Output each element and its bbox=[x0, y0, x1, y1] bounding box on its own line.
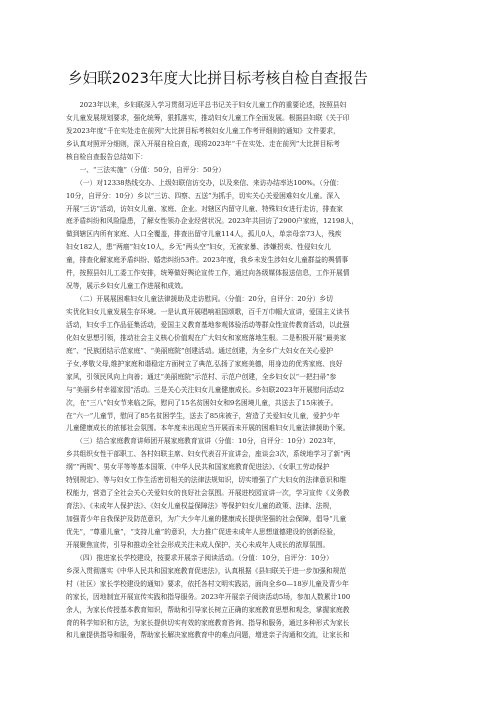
body-text-line: 特别规定》、等与妇女工作生活密切相关的法律法规知识，切实增强了广大妇女的法律意识和维 bbox=[66, 476, 347, 485]
body-text-line: 实优化妇女儿童发展生存环境。一是认真开展唱响祖国颂歌，百千万巾帼大宣讲，爱国主义读书 bbox=[66, 308, 350, 316]
body-text-line: 的家长，因地制宜开展宣传实践和指导服务。2023年开展亲子阅读活动5场，参加人数累计100 bbox=[66, 592, 351, 601]
body-text-line: 育法》、《未成年人保护法》、《妇女儿童权益保障法》等保护妇女儿童的政策、法律、法规， bbox=[66, 502, 337, 511]
body-text-line: 家风，引领民风向上向善；通过“美丽庭院”示范村、示范户创建，全乡妇女以“一把扫帚”参 bbox=[66, 372, 337, 381]
body-text-line: 优先”，“尊重儿童”，“支持儿童”的意识，大力推广促进未成年人思想道德建设的创新经验， bbox=[66, 527, 340, 536]
body-text-line: 庭”、“民族团结示范家庭”、“美丽庭院”创建活动。通过创建，为全乡广大妇女在关心爱护 bbox=[66, 346, 334, 355]
body-text-line: 和儿童提供指导和服务，帮助家长解决家庭教育中的难点问题，增进亲子沟通和交流，让家长和 bbox=[66, 631, 350, 640]
body-text-line: 开展聚焦宣传，引导和推动全社会形成关注未成人保护、关心未成年人成长的浓厚氛围。 bbox=[66, 540, 330, 549]
body-text-line: 化妇女思想引领，推动社会主义核心价值观在广大妇女和家庭落地生根。二是积极开展“最美家 bbox=[66, 333, 347, 342]
body-text-line: 一、“三法实施”（分值：50分，自评分：50分） bbox=[66, 165, 226, 174]
body-text-line: 加强青少年自我保护及防范意识，为广大少年儿童的健康成长提供坚强的社会保障，倡导“儿童 bbox=[66, 515, 347, 523]
document-title: 乡妇联2023年度大比拼目标考核自检自查报告 bbox=[68, 70, 368, 87]
body-text-line: 与“美丽乡村幸福家园”活动。三是关心关注妇女儿童健康成长。乡妇联2023年开展慰问活动2 bbox=[66, 385, 345, 394]
body-text-line: 10分，自评分：10分）乡以“三访、四察、五送”为抓手，切实关心关爱困难妇女儿童。深入 bbox=[66, 191, 340, 200]
body-text-line: 核自检自查报告总结如下： bbox=[66, 152, 148, 161]
body-text-line: （一）对12338热线交办、上级妇联信访交办，以及来信、来访办结率达100%。（分值： bbox=[66, 178, 344, 187]
body-text-line: 活动，妇女手工作品征集活动，爱国主义教育基地参观体验活动等群众性宣传教育活动，以此强 bbox=[66, 320, 350, 329]
body-text-line: 庭矛盾纠纷和风险隐患，了解女性领办企业经营状况。2023年共回访了2900户家庭，12198人， bbox=[66, 217, 359, 226]
body-text-line: 乡认真对照评分细则，深入开展自检自查，现将2023年“千在实处、走在前列”大比拼目标考 bbox=[66, 139, 340, 148]
body-text-line: 儿童健康成长的浓郁社会氛围。本年度未出现应当开展而未开展的困难妇女儿童法律援助个案。 bbox=[66, 424, 350, 433]
body-text-line: 女儿童发展规划要求，强化统筹，狠抓落实，推动妇女儿童工作全面发展。根据县妇联《关于印 bbox=[66, 113, 350, 122]
body-text-line: 件，按照县妇儿工委工作安排，统筹做好舆论宣传工作，通过向各级媒体报送信息，工作开展情 bbox=[66, 269, 350, 278]
body-text-line: 纲”“两规”、男女平等等基本国策、《中华人民共和国家庭教育促进法》、《女职工劳动保护 bbox=[66, 463, 330, 472]
body-text-line: （三）结合家庭教育讲师团开展家庭教育宣讲（分值：10分，自评分：10分）2023年， bbox=[66, 437, 340, 446]
body-text-line: 权能力，营造了全社会关心关爱妇女的良好社会氛围。开展进校园宣讲一次，学习宣传《义务教 bbox=[66, 489, 350, 498]
body-text-line: 次，在“三八”妇女节来临之际，慰问了15名贫困妇女和9名困境儿童，共送去了15床被子。 bbox=[66, 398, 338, 407]
document-body bbox=[66, 99, 436, 642]
body-text-line: 乡深入贯彻落实《中华人民共和国家庭教育促进法》，认真根据《县妇联关于进一步加强和规范 bbox=[66, 566, 347, 575]
body-text-line: 发2023年度“千在实处走在前列”大比拼目标考核妇女儿童工作考评细则的通知》文件要求， bbox=[66, 126, 340, 135]
body-text-line: （二）开展展困难妇女儿童法律援助及走访慰问。（分值：20分，自评分：20分）乡切 bbox=[66, 295, 333, 304]
body-text-line: 做到辖区内所有家庭、人口全覆盖，排查出留守儿童114人，孤儿0人，单亲母亲73人，残疾 bbox=[66, 230, 342, 239]
body-text-line: 村（社区）家长学校建设的通知》要求，依托各村文明实践站，面向全乡0—18岁儿童及青少年 bbox=[66, 579, 349, 588]
body-text-line: 乡共组织女性干部职工、各村妇联主席、妇女代表召开宣讲会，座谈会3次，系统地学习了新“两 bbox=[66, 450, 351, 459]
body-text-line: 妇女182人，患“两癌”妇女10人，乡无“两头空”妇女，无被家暴、涉嫌拐卖、性侵妇女儿 bbox=[66, 243, 331, 252]
body-text-line: （四）推进家长学校建设，按要求开展亲子阅读活动。（分值：10分，自评分：10分） bbox=[66, 553, 333, 562]
body-text-line: 在“六一”儿童节，慰问了85名贫困学生，送去了85床被子，营造了关爱妇女儿童，爱护少年 bbox=[66, 411, 340, 420]
body-text-line: 余人，为家长传授基本教育知识，帮助和引导家长树立正确的家庭教育思想和观念，掌握家庭教 bbox=[66, 605, 350, 614]
body-text-line: 况等，展示乡妇女儿童工作进展和成效。 bbox=[66, 282, 188, 291]
body-text-line: 开展“三访”活动，访妇女儿童、家庭、企业。对辖区内留守儿童、特殊妇女进行走访，排查家 bbox=[66, 204, 343, 213]
body-text-line: 子女,孝敬父母,维护家庭和谐稳定方面树立了典范,弘扬了家庭美德，用身边的优秀家庭、良好 bbox=[66, 359, 343, 368]
body-text-line: 2023年以来，乡妇联深入学习贯彻习近平总书记关于妇女儿童工作的重要论述，按照县妇 bbox=[66, 101, 347, 109]
body-text-line: 童，排查化解家庭矛盾纠纷、婚恋纠纷53件。2023年度，我乡未发生涉妇女儿童群益的舆情事 bbox=[66, 256, 349, 265]
body-text-line: 育的科学知识和方法，为家长提供切实有效的家庭教育咨询、指导和服务，通过多种形式为家长 bbox=[66, 618, 350, 627]
